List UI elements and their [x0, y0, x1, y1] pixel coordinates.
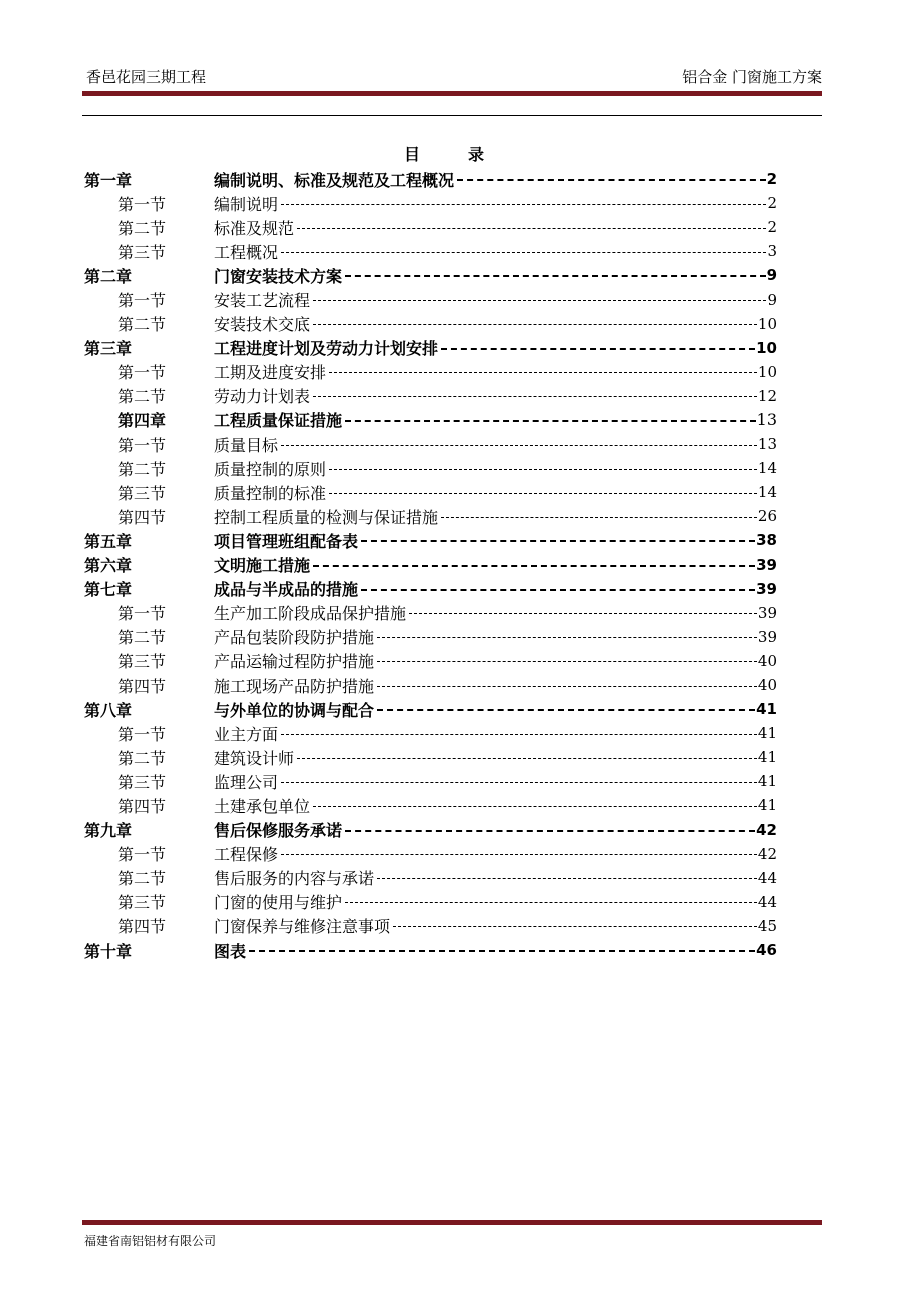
- toc-entry-page: 39: [757, 603, 777, 622]
- toc-entry[interactable]: [84, 528, 777, 552]
- toc-entry[interactable]: [84, 793, 777, 817]
- toc-entry[interactable]: [84, 263, 777, 287]
- toc-entry-label: 第一节: [118, 363, 167, 383]
- toc-entry-page: 40: [757, 651, 777, 670]
- toc-entry-label: 第六章: [84, 556, 133, 576]
- toc-entry-label: 第四节: [118, 917, 167, 937]
- toc-entry-title: 施工现场产品防护措施: [214, 676, 375, 696]
- toc-entry-page: 39: [756, 555, 777, 574]
- toc-entry-label: 第四节: [118, 796, 167, 816]
- toc-entry-label: 第二节: [118, 218, 167, 238]
- toc-leader: [329, 493, 757, 494]
- company-name: 福建省南铝铝材有限公司: [84, 1234, 217, 1248]
- toc-leader: [441, 348, 755, 350]
- toc-entry-page: 10: [757, 314, 777, 333]
- toc-leader: [313, 806, 757, 807]
- toc-entry[interactable]: [84, 890, 777, 914]
- toc-entry-title: 产品包装阶段防护措施: [214, 628, 375, 648]
- toc-entry-label: 第三节: [118, 242, 167, 262]
- toc-entry-title: 门窗安装技术方案: [214, 266, 343, 286]
- toc-leader: [313, 324, 757, 325]
- toc-entry-title: 门窗保养与维修注意事项: [214, 917, 391, 937]
- toc-entry-page: 2: [767, 218, 777, 237]
- toc-entry[interactable]: [84, 432, 777, 456]
- toc-entry-page: 10: [757, 362, 777, 381]
- toc-entry[interactable]: [84, 649, 777, 673]
- toc-entry[interactable]: [84, 721, 777, 745]
- toc-entry-label: 第十章: [84, 941, 133, 961]
- toc-entry-label: 第七章: [84, 580, 133, 600]
- toc-leader: [377, 686, 757, 687]
- toc-entry-page: 44: [757, 868, 777, 887]
- toc-entry-page: 41: [756, 700, 777, 719]
- toc-entry[interactable]: [84, 504, 777, 528]
- toc-leader: [281, 252, 766, 253]
- toc-leader: [441, 517, 757, 518]
- toc-entry[interactable]: [84, 769, 777, 793]
- toc-leader: [281, 854, 757, 855]
- toc-entry-title: 建筑设计师: [214, 748, 295, 768]
- toc-entry-title: 质量控制的原则: [214, 459, 327, 479]
- toc-entry-title: 售后服务的内容与承诺: [214, 869, 375, 889]
- toc-entry-title: 编制说明: [214, 194, 279, 214]
- toc-entry-title: 文明施工措施: [214, 556, 311, 576]
- toc-entry-label: 第三节: [118, 772, 167, 792]
- toc-entry-page: 14: [757, 459, 777, 478]
- toc-entry-title: 门窗的使用与维护: [214, 893, 343, 913]
- toc-entry-page: 38: [756, 531, 777, 550]
- toc-entry[interactable]: [84, 866, 777, 890]
- toc-leader: [313, 300, 766, 301]
- toc-entry-title: 标准及规范: [214, 218, 295, 238]
- toc-entry-page: 46: [756, 941, 777, 960]
- toc-entry[interactable]: [84, 360, 777, 384]
- header-rule: [82, 91, 822, 96]
- toc-entry[interactable]: [84, 408, 777, 432]
- toc-entry-page: 41: [757, 748, 777, 767]
- toc-entry[interactable]: [84, 553, 777, 577]
- toc-entry-label: 第一节: [118, 604, 167, 624]
- toc-entry[interactable]: [84, 384, 777, 408]
- toc-leader: [313, 565, 755, 567]
- toc-leader: [377, 878, 757, 879]
- page-footer: [84, 1232, 216, 1249]
- toc-entry-title: 质量目标: [214, 435, 279, 455]
- toc-entry-label: 第三节: [118, 893, 167, 913]
- toc-entry-label: 第五章: [84, 531, 133, 551]
- toc-entry-label: 第一节: [118, 724, 167, 744]
- toc-entry[interactable]: [84, 745, 777, 769]
- toc-entry-label: 第四节: [118, 676, 167, 696]
- toc-leader: [345, 275, 766, 277]
- toc-leader: [377, 709, 755, 711]
- toc-entry[interactable]: [84, 914, 777, 938]
- toc-leader: [393, 926, 757, 927]
- table-of-contents: [84, 167, 777, 962]
- toc-entry[interactable]: [84, 215, 777, 239]
- toc-entry-page: 13: [757, 435, 777, 454]
- toc-leader: [281, 445, 757, 446]
- toc-leader: [249, 950, 755, 952]
- toc-entry-title: 工期及进度安排: [214, 363, 327, 383]
- toc-entry-title: 安装技术交底: [214, 315, 311, 335]
- toc-entry[interactable]: [84, 312, 777, 336]
- toc-entry-page: 2: [766, 170, 777, 189]
- toc-entry-page: 42: [757, 844, 777, 863]
- toc-entry-title: 工程进度计划及劳动力计划安排: [214, 339, 439, 359]
- toc-entry-title: 项目管理班组配备表: [214, 531, 359, 551]
- toc-entry-label: 第二节: [118, 869, 167, 889]
- toc-entry-label: 第九章: [84, 821, 133, 841]
- toc-entry-title: 编制说明、标准及规范及工程概况: [214, 170, 455, 190]
- toc-leader: [329, 469, 757, 470]
- toc-entry-page: 9: [766, 266, 777, 285]
- toc-entry[interactable]: [84, 938, 777, 962]
- toc-entry-title: 工程保修: [214, 845, 279, 865]
- toc-entry-page: 39: [757, 627, 777, 646]
- toc-entry-page: 12: [757, 386, 777, 405]
- toc-leader: [345, 902, 757, 903]
- toc-leader: [281, 782, 757, 783]
- page-header: [84, 66, 822, 88]
- toc-leader: [313, 396, 757, 397]
- toc-entry-label: 第二章: [84, 266, 133, 286]
- toc-entry[interactable]: [84, 336, 777, 360]
- toc-entry-label: 第一节: [118, 291, 167, 311]
- toc-entry-label: 第二节: [118, 387, 167, 407]
- toc-leader: [281, 734, 757, 735]
- toc-leader: [297, 758, 757, 759]
- toc-entry-label: 第一节: [118, 845, 167, 865]
- toc-heading-right: 录: [468, 145, 485, 164]
- toc-entry-label: 第四章: [118, 411, 167, 431]
- toc-entry-title: 质量控制的标准: [214, 483, 327, 503]
- toc-entry-label: 第三节: [118, 652, 167, 672]
- toc-entry[interactable]: [84, 842, 777, 866]
- project-name: 香邑花园三期工程: [86, 68, 207, 86]
- toc-entry-title: 安装工艺流程: [214, 291, 311, 311]
- toc-entry-page: 3: [767, 242, 777, 261]
- toc-entry-page: 13: [756, 410, 777, 430]
- toc-entry[interactable]: [84, 697, 777, 721]
- toc-entry[interactable]: [84, 673, 777, 697]
- toc-entry-label: 第二节: [118, 459, 167, 479]
- toc-entry-page: 14: [757, 483, 777, 502]
- toc-heading: [404, 142, 484, 165]
- toc-entry-page: 41: [757, 724, 777, 743]
- toc-leader: [345, 420, 756, 422]
- toc-leader: [281, 204, 766, 205]
- toc-leader: [297, 228, 766, 229]
- header-divider: [82, 115, 822, 116]
- toc-entry[interactable]: [84, 601, 777, 625]
- toc-entry-title: 工程概况: [214, 242, 279, 262]
- toc-entry[interactable]: [84, 191, 777, 215]
- document-title: 铝合金 门窗施工方案: [682, 68, 822, 86]
- toc-entry-title: 控制工程质量的检测与保证措施: [214, 507, 439, 527]
- toc-leader: [361, 589, 755, 591]
- toc-entry[interactable]: [84, 480, 777, 504]
- toc-entry-label: 第三节: [118, 483, 167, 503]
- toc-entry-label: 第二节: [118, 315, 167, 335]
- toc-entry-label: 第二节: [118, 748, 167, 768]
- toc-leader: [377, 661, 757, 662]
- toc-entry[interactable]: [84, 818, 777, 842]
- toc-entry-page: 2: [767, 194, 777, 213]
- toc-entry-page: 41: [757, 772, 777, 791]
- toc-entry-title: 与外单位的协调与配合: [214, 700, 375, 720]
- toc-leader: [457, 179, 766, 181]
- toc-entry-page: 10: [756, 338, 777, 357]
- toc-entry[interactable]: [84, 287, 777, 311]
- toc-entry[interactable]: [84, 167, 777, 191]
- toc-entry-label: 第三章: [84, 339, 133, 359]
- toc-entry-page: 26: [757, 507, 777, 526]
- toc-entry-label: 第一章: [84, 170, 133, 190]
- toc-entry-page: 39: [756, 579, 777, 598]
- toc-entry-label: 第八章: [84, 700, 133, 720]
- toc-entry-title: 生产加工阶段成品保护措施: [214, 604, 407, 624]
- toc-entry-title: 图表: [214, 941, 247, 961]
- toc-entry[interactable]: [84, 577, 777, 601]
- toc-entry-title: 土建承包单位: [214, 796, 311, 816]
- toc-entry-title: 劳动力计划表: [214, 387, 311, 407]
- toc-entry[interactable]: [84, 456, 777, 480]
- toc-entry-page: 41: [757, 796, 777, 815]
- toc-leader: [377, 637, 757, 638]
- toc-entry-title: 监理公司: [214, 772, 279, 792]
- toc-entry-label: 第一节: [118, 435, 167, 455]
- toc-entry-label: 第一节: [118, 194, 167, 214]
- toc-entry-title: 产品运输过程防护措施: [214, 652, 375, 672]
- toc-entry-label: 第四节: [118, 507, 167, 527]
- toc-entry[interactable]: [84, 625, 777, 649]
- toc-leader: [361, 540, 755, 542]
- toc-leader: [329, 372, 757, 373]
- toc-entry-title: 业主方面: [214, 724, 279, 744]
- toc-heading-left: 目: [404, 145, 421, 164]
- toc-entry-page: 45: [757, 916, 777, 935]
- toc-entry[interactable]: [84, 239, 777, 263]
- footer-rule: [82, 1220, 822, 1225]
- toc-leader: [409, 613, 757, 614]
- toc-entry-page: 44: [757, 892, 777, 911]
- toc-entry-page: 40: [757, 676, 777, 695]
- toc-entry-title: 成品与半成品的措施: [214, 580, 359, 600]
- toc-entry-title: 售后保修服务承诺: [214, 821, 343, 841]
- toc-leader: [345, 830, 755, 832]
- toc-entry-page: 9: [767, 290, 777, 309]
- toc-entry-page: 42: [756, 820, 777, 839]
- toc-entry-label: 第二节: [118, 628, 167, 648]
- toc-entry-title: 工程质量保证措施: [214, 411, 343, 431]
